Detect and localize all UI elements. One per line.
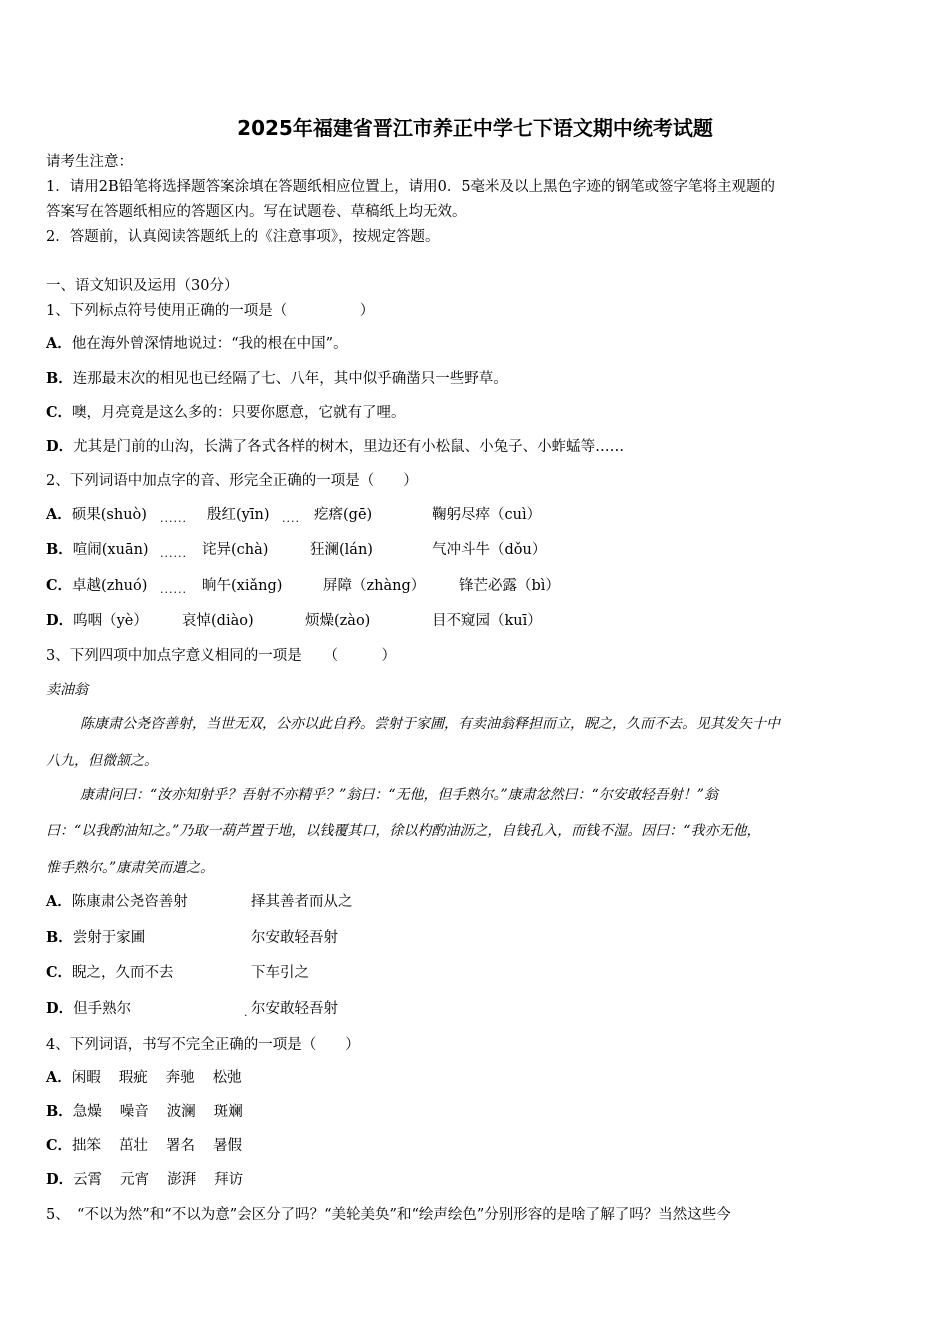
q3-option-c: C．睨之，久而不去 [46,964,174,981]
q2-d-word-3: 烦燥(zào) [305,613,371,629]
q3-a-right: 择其善者而从之 [251,894,353,910]
question-2-stem: 2、下列词语中加点字的音、形完全正确的一项是（ ） [46,473,418,489]
section-heading: 一、语文知识及运用（30分） [46,278,239,294]
emphasis-dots: ...... [160,512,187,525]
q2-b-word-2: 诧异(chà) [202,542,269,558]
notice-heading: 请考生注意： [46,154,133,170]
emphasis-dots: ...... [160,547,187,560]
passage-p1a: 陈康肃公尧咨善射，当世无双，公亦以此自矜。尝射于家圃，有卖油翁释担而立，睨之，久而不去。见其发矢十中 [80,716,780,732]
q3-c-right: 下车引之 [251,965,309,981]
q2-b-word-4: 气冲斗牛（dǒu） [432,542,547,558]
q3-b-right: 尔安敢轻吾射 [251,930,338,946]
passage-p2a: 康肃问曰：“汝亦知射乎？吾射不亦精乎？”翁曰：“无他，但手熟尔。”康肃忿然曰：“尔安敢轻吾射！”翁 [80,787,718,803]
q1-option-b: B．连那最末次的相见也已经隔了七、八年，其中似乎确凿只一些野草。 [46,370,508,387]
passage-p1b: 八九，但微颔之。 [46,753,158,769]
q4-option-b: B．急燥 噪音 波澜 斑斓 [46,1103,243,1120]
q1-option-d: D．尤其是门前的山沟，长满了各式各样的树木，里边还有小松鼠、小兔子、小蚱蜢等…… [46,438,625,455]
q4-option-d: D．云霄 元宵 澎湃 拜访 [46,1171,244,1188]
q2-a-word-3: 疙瘩(gē) [314,507,373,523]
q1-option-a: A．他在海外曾深情地说过：“我的根在中国”。 [46,335,348,352]
q2-option-d: D．呜咽（yè） [46,612,148,629]
exam-title: 2025年福建省晋江市养正中学七下语文期中统考试题 [237,116,713,140]
question-5-stem: 5、 “不以为然”和“不以为意”会区分了吗？“美轮美奂”和“绘声绘色”分别形容的是啥了解了吗？当然这些今 [46,1207,731,1223]
emphasis-dots: .... [282,512,300,525]
q1-option-c: C．噢，月亮竟是这么多的：只要你愿意，它就有了哩。 [46,404,406,421]
q3-option-d: D．但手熟尔 [46,1000,132,1017]
passage-title: 卖油翁 [46,682,88,698]
q2-c-word-3: 屏障（zhàng） [323,578,426,594]
question-3-stem: 3、下列四项中加点字意义相同的一项是 （ ） [46,648,396,664]
question-1-stem: 1、下列标点符号使用正确的一项是（ ） [46,303,375,319]
q4-option-c: C．拙笨 茁壮 署名 暑假 [46,1137,243,1154]
q4-option-a: A．闲暇 瑕疵 奔驰 松弛 [46,1069,242,1086]
q2-a-word-2: 殷红(yīn) [207,507,270,523]
notice-line-1b: 答案写在答题纸相应的答题区内。写在试题卷、草稿纸上均无效。 [46,204,467,220]
q3-d-right: 尔安敢轻吾射 [251,1001,338,1017]
notice-line-2: 2．答题前，认真阅读答题纸上的《注意事项》，按规定答题。 [46,229,440,245]
emphasis-dots: ...... [160,583,187,596]
q2-c-word-4: 锋芒必露（bì） [459,578,560,594]
q3-option-a: A．陈康肃公尧咨善射 [46,893,188,910]
question-4-stem: 4、下列词语，书写不完全正确的一项是（ ） [46,1037,360,1053]
q2-option-c: C．卓越(zhuó) [46,577,148,594]
passage-p2b: 曰：“以我酌油知之。”乃取一葫芦置于地，以钱覆其口，徐以杓酌油沥之，自钱孔入，而钱不湿。因曰：“我亦无他， [46,823,761,839]
notice-line-1a: 1．请用2B铅笔将选择题答案涂填在答题纸相应位置上，请用0．5毫米及以上黑色字迹的钢笔或签字笔将主观题的 [46,179,776,195]
q2-a-word-4: 鞠躬尽瘁（cuì） [432,507,542,523]
emphasis-dots: . [244,1006,249,1019]
q2-d-word-4: 目不窥园（kuī） [432,613,542,629]
q2-d-word-2: 哀悼(diào) [182,613,254,629]
q2-option-a: A．硕果(shuò) [46,506,147,523]
q2-option-b: B．喧闹(xuān) [46,541,149,558]
q3-option-b: B．尝射于家圃 [46,929,146,946]
q2-c-word-2: 晌午(xiǎng) [202,578,283,594]
passage-p2c: 惟手熟尔。”康肃笑而遣之。 [46,860,215,876]
q2-b-word-3: 狂澜(lán) [310,542,373,558]
